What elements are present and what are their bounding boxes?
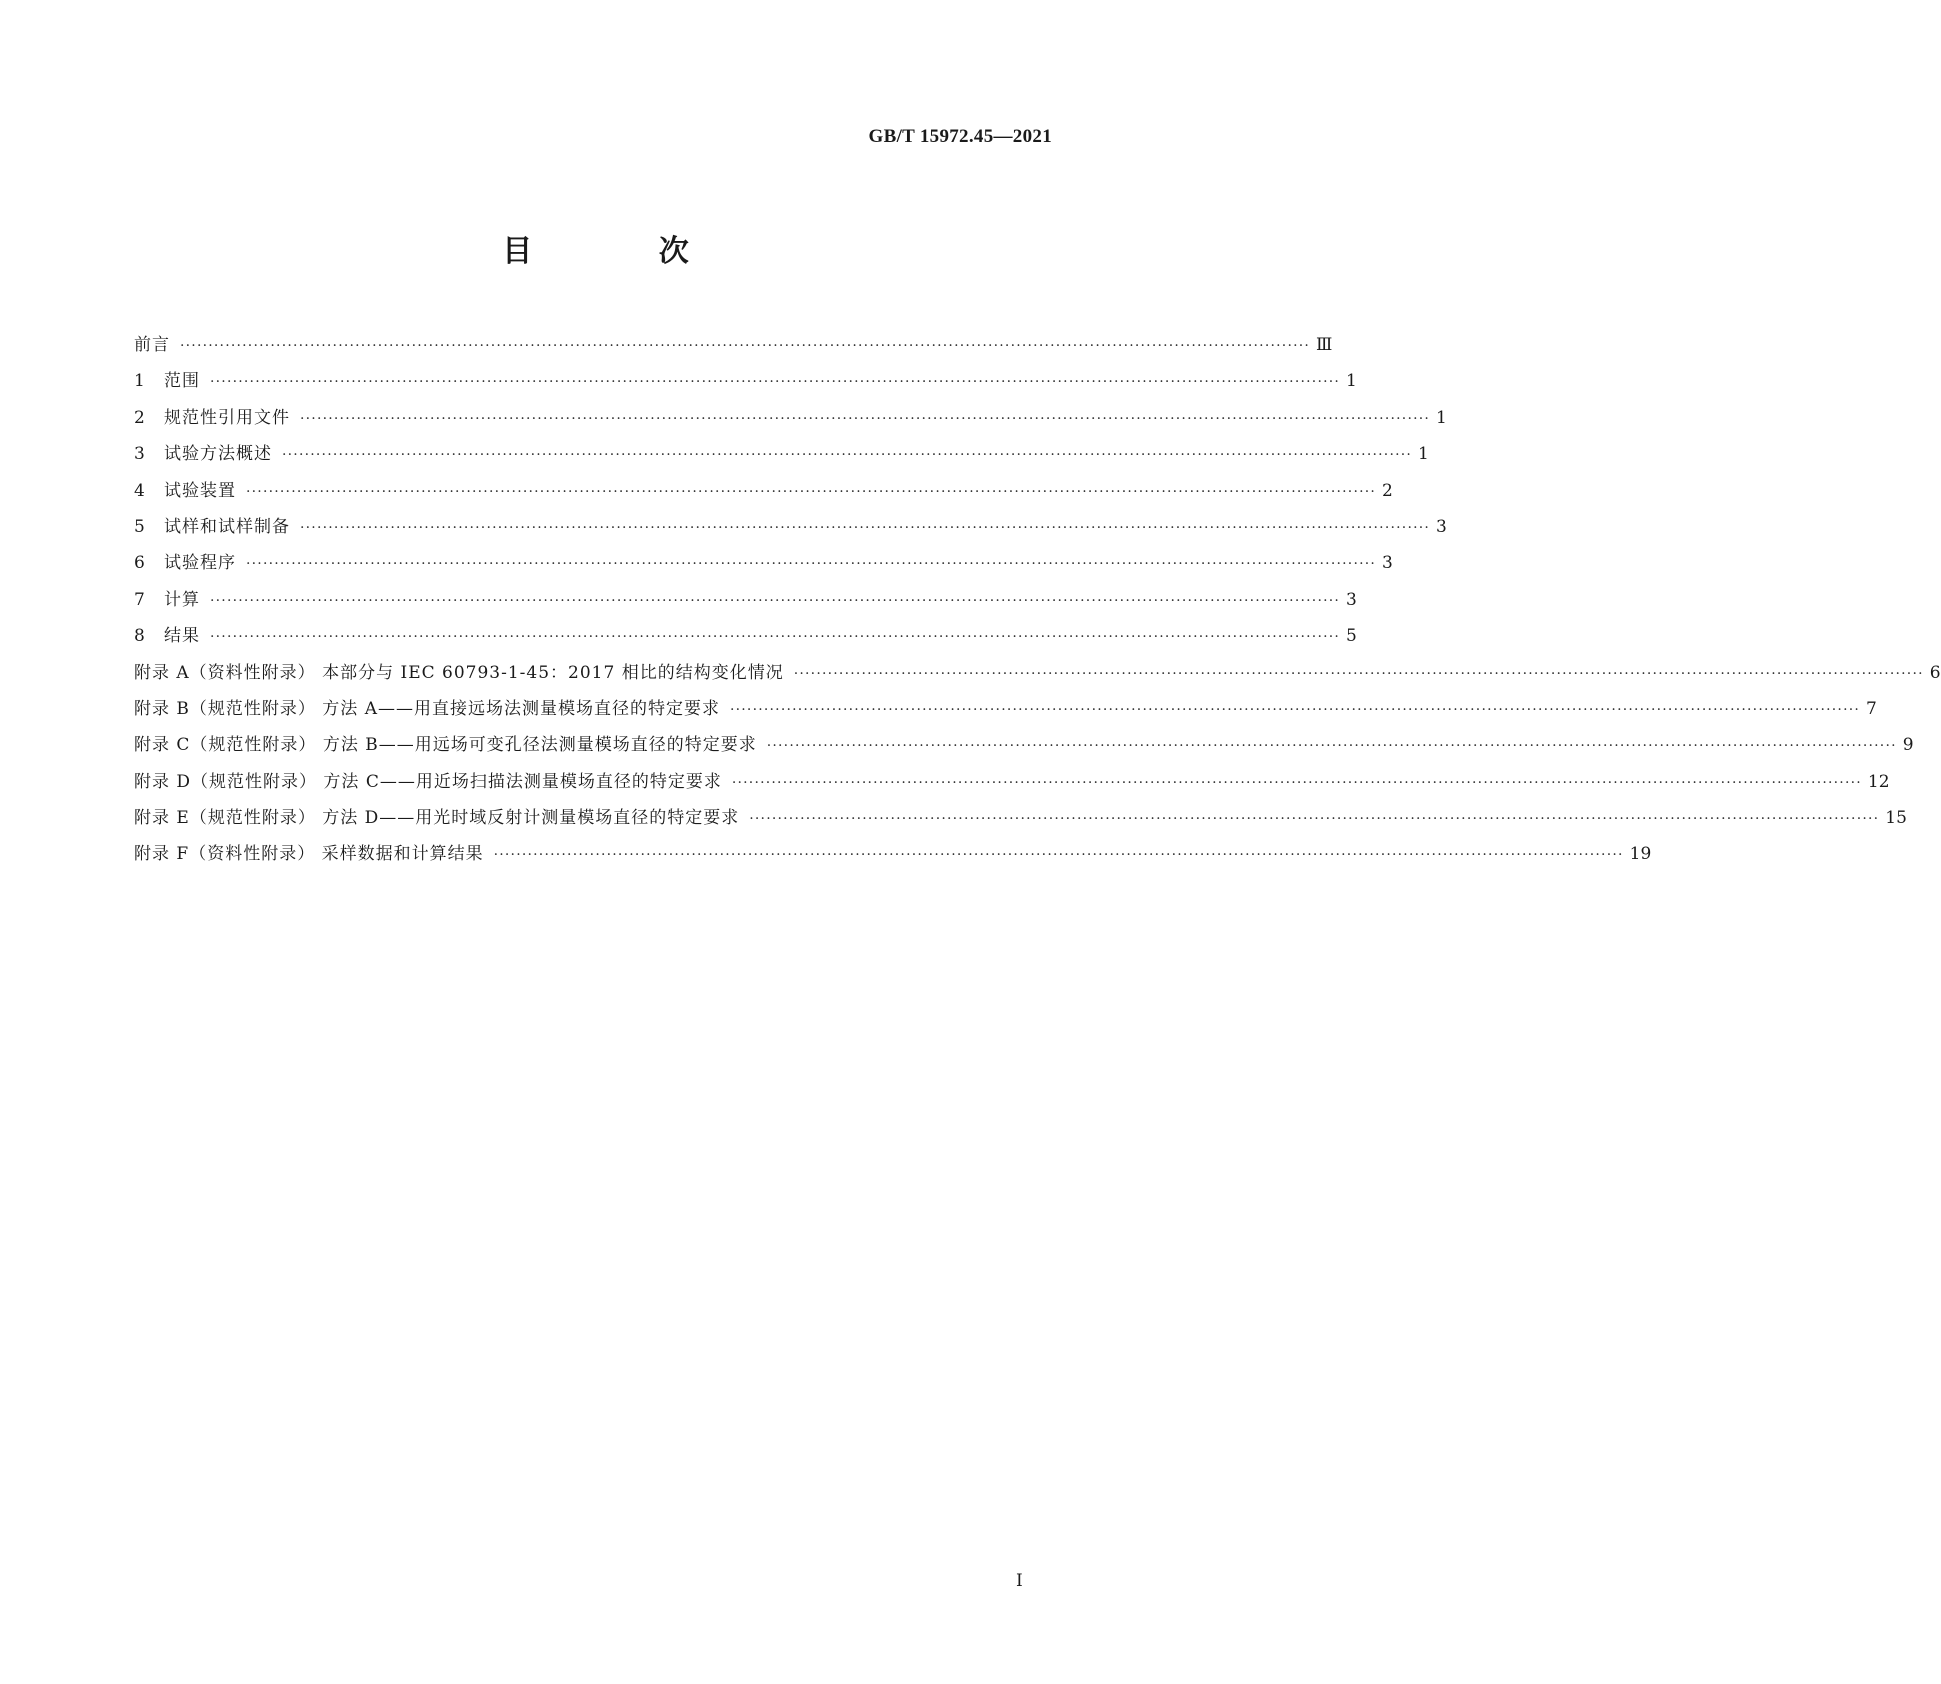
toc-entry-page: 1 <box>1418 444 1429 465</box>
toc-entry[interactable] <box>134 545 1393 581</box>
toc-entry-label: 附录 A（资料性附录） 本部分与 IEC 60793-1-45：2017 相比的结构变化情况 <box>134 662 784 683</box>
toc-entry-label: 附录 D（规范性附录） 方法 C——用近场扫描法测量模场直径的特定要求 <box>134 771 722 792</box>
toc-dot-leader: ········································································································································································································ <box>731 774 1862 791</box>
toc-entry-label: 试验方法概述 <box>164 444 272 465</box>
toc-entry-label: 试验装置 <box>164 480 236 501</box>
page-number: Ⅰ <box>1016 1571 1023 1591</box>
toc-entry-page: 1 <box>1436 407 1447 428</box>
toc-dot-leader: ········································································································································································································ <box>300 519 1431 536</box>
toc-entry-label: 结果 <box>164 626 200 647</box>
toc-entry[interactable] <box>134 400 1447 436</box>
toc-dot-leader: ········································································································································································································ <box>210 629 1341 646</box>
toc-entry[interactable] <box>134 764 1890 800</box>
toc-entry-label: 附录 B（规范性附录） 方法 A——用直接远场法测量模场直径的特定要求 <box>134 698 720 719</box>
toc-dot-leader: ········································································································································································································ <box>749 811 1880 828</box>
toc-entry-number: 8 <box>134 626 145 647</box>
toc-dot-leader: ········································································································································································································ <box>793 665 1924 682</box>
toc-dot-leader: ········································································································································································································ <box>246 556 1377 573</box>
toc-entry-page: 1 <box>1346 371 1357 392</box>
toc-dot-leader: ········································································································································································································ <box>246 483 1377 500</box>
toc-entry-label: 试样和试样制备 <box>164 516 290 537</box>
toc-dot-leader: ········································································································································································································ <box>210 374 1341 391</box>
toc-entry[interactable] <box>134 363 1357 399</box>
toc-entry-label: 规范性引用文件 <box>164 407 290 428</box>
toc-entry-number: 2 <box>134 407 145 428</box>
toc-dot-leader: ········································································································································································································ <box>766 738 1897 755</box>
toc-dot-leader: ········································································································································································································ <box>282 447 1413 464</box>
toc-entry[interactable] <box>134 436 1429 472</box>
toc-entry-page: 7 <box>1866 698 1877 719</box>
toc-entry-page: 3 <box>1382 553 1393 574</box>
toc-dot-leader: ········································································································································································································ <box>210 592 1341 609</box>
toc-entry[interactable] <box>134 618 1357 654</box>
toc-entry-page: 15 <box>1885 808 1907 829</box>
page-title: 目 次 <box>502 234 747 269</box>
toc-entry[interactable] <box>134 327 1333 363</box>
toc-entry-label: 试验程序 <box>164 553 236 574</box>
toc-entry[interactable] <box>134 509 1447 545</box>
toc-entry[interactable] <box>134 727 1914 763</box>
toc-entry-label: 附录 F（资料性附录） 采样数据和计算结果 <box>134 844 484 865</box>
toc-entry-page: 12 <box>1867 771 1890 792</box>
toc-entry-page: 2 <box>1382 480 1393 501</box>
toc-entry-label: 范围 <box>164 371 200 392</box>
toc-entry-page: 3 <box>1346 589 1357 610</box>
toc-entry-number: 6 <box>134 553 145 574</box>
toc-entry-label: 计算 <box>164 589 200 610</box>
toc-entry[interactable] <box>134 691 1877 727</box>
toc-entry-number: 3 <box>134 444 145 465</box>
toc-entry[interactable] <box>134 582 1357 618</box>
toc-entry[interactable] <box>134 655 1941 691</box>
toc-dot-leader: ········································································································································································································ <box>300 410 1431 427</box>
toc-entry-number: 1 <box>134 371 145 392</box>
toc-entry-label: 附录 E（规范性附录） 方法 D——用光时域反射计测量模场直径的特定要求 <box>134 808 740 829</box>
toc-entry-label: 前言 <box>134 335 170 355</box>
toc-entry[interactable] <box>134 800 1907 836</box>
toc-entry-page: Ⅲ <box>1316 335 1333 355</box>
toc-entry-page: 3 <box>1436 516 1447 537</box>
toc-entry-page: 5 <box>1346 626 1357 647</box>
toc-entry-number: 5 <box>134 516 145 537</box>
toc-entry-number: 4 <box>134 480 145 501</box>
toc-entry-page: 6 <box>1929 662 1941 683</box>
toc-entry[interactable] <box>134 836 1652 872</box>
toc-entry-page: 19 <box>1629 844 1652 865</box>
standard-code: GB/T 15972.45—2021 <box>868 126 1052 147</box>
toc-dot-leader: ········································································································································································································ <box>729 701 1861 718</box>
toc-dot-leader: ········································································································································································································ <box>493 847 1624 864</box>
toc-entry[interactable] <box>134 473 1393 509</box>
toc-entry-number: 7 <box>134 589 145 610</box>
toc-entry-page: 9 <box>1902 735 1914 756</box>
toc-entry-label: 附录 C（规范性附录） 方法 B——用远场可变孔径法测量模场直径的特定要求 <box>134 735 757 756</box>
toc-dot-leader: ········································································································································································································ <box>180 338 1311 354</box>
table-of-contents <box>134 327 1941 873</box>
